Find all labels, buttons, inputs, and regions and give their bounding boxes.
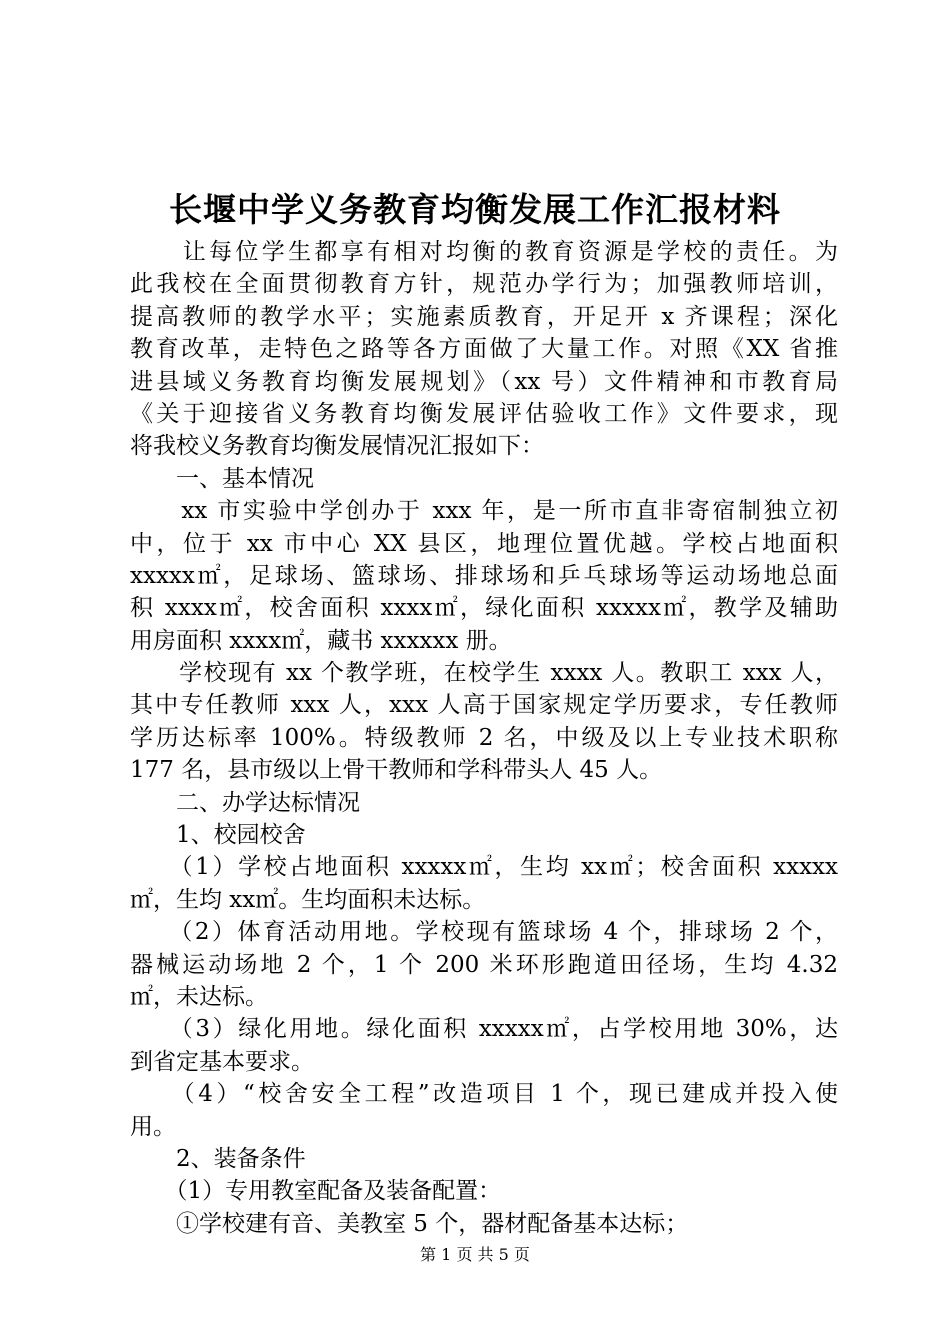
body-line: 此我校在全面贯彻教育方针，规范办学行为；加强教师培训， — [130, 271, 838, 298]
body-line: 用房面积 xxxx㎡，藏书 xxxxxx 册。 — [130, 627, 512, 654]
body-line: 积 xxxx㎡，校舍面积 xxxx㎡，绿化面积 xxxxx㎡，教学及辅助 — [130, 595, 838, 622]
body-line: （4）“校舍安全工程”改造项目 1 个，现已建成并投入使 — [130, 1081, 838, 1108]
section-heading: 一、基本情况 — [130, 465, 314, 492]
body-line: （1）学校占地面积 xxxxx㎡，生均 xx㎡；校舍面积 xxxxx — [130, 854, 838, 881]
body-line: ①学校建有音、美教室 5 个，器材配备基本达标； — [130, 1210, 689, 1237]
document-body — [130, 236, 838, 1240]
body-line: 将我校义务教育均衡发展情况汇报如下： — [130, 433, 544, 460]
body-line: 中，位于 xx 市中心 XX 县区，地理位置优越。学校占地面积 — [130, 530, 838, 557]
page-footer: 第 1 页 共 5 页 — [420, 1245, 530, 1264]
body-line: 到省定基本要求。 — [130, 1048, 314, 1075]
body-line: 用。 — [130, 1113, 176, 1140]
body-line: （2）体育活动用地。学校现有篮球场 4 个，排球场 2 个， — [130, 919, 838, 946]
body-line: xxxxx㎡，足球场、篮球场、排球场和乒乓球场等运动场地总面 — [130, 562, 838, 589]
body-line: 177 名，县市级以上骨干教师和学科带头人 45 人。 — [130, 757, 663, 784]
body-line: 进县域义务教育均衡发展规划》（xx 号）文件精神和市教育局 — [130, 368, 838, 395]
body-line: 其中专任教师 xxx 人，xxx 人高于国家规定学历要求，专任教师 — [130, 692, 838, 719]
body-line: 《关于迎接省义务教育均衡发展评估验收工作》文件要求，现 — [130, 400, 838, 427]
body-line: ㎡，生均 xx㎡。生均面积未达标。 — [130, 886, 486, 913]
body-line: 学历达标率 100%。特级教师 2 名，中级及以上专业技术职称 — [130, 724, 838, 751]
body-line: 器械运动场地 2 个，1 个 200 米环形跑道田径场，生均 4.32 — [130, 951, 838, 978]
section-heading: 二、办学达标情况 — [130, 789, 360, 816]
body-line: ㎡，未达标。 — [130, 983, 268, 1010]
body-line: 提高教师的教学水平；实施素质教育，开足开 x 齐课程；深化 — [130, 303, 838, 330]
document-title: 长堰中学义务教育均衡发展工作汇报材料 — [169, 190, 781, 229]
body-line: xx 市实验中学创办于 xxx 年，是一所市直非寄宿制独立初 — [130, 498, 838, 525]
body-line: 学校现有 xx 个教学班，在校学生 xxxx 人。教职工 xxx 人， — [130, 660, 838, 687]
subsection-heading: 2、装备条件 — [130, 1145, 306, 1172]
body-line: 让每位学生都享有相对均衡的教育资源是学校的责任。为 — [130, 239, 838, 265]
body-line: （1）专用教室配备及装备配置： — [130, 1178, 502, 1205]
body-line: 教育改革，走特色之路等各方面做了大量工作。对照《XX 省推 — [130, 336, 838, 363]
subsection-heading: 1、校园校舍 — [130, 822, 306, 849]
body-line: （3）绿化用地。绿化面积 xxxxx㎡，占学校用地 30%，达 — [130, 1016, 838, 1043]
